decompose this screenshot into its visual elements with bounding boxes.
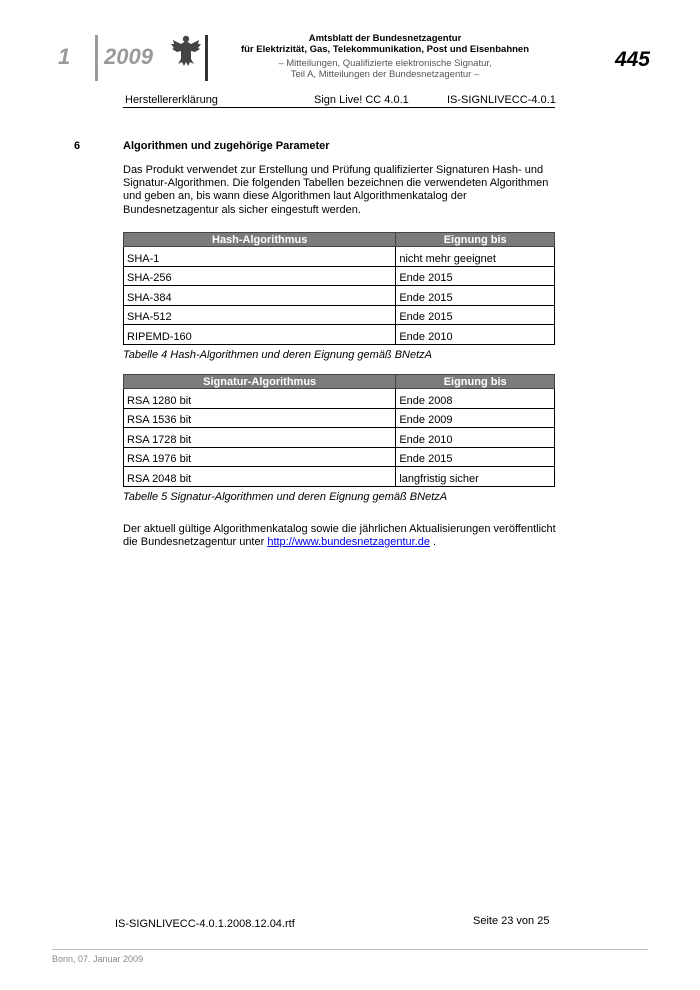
table-row bbox=[124, 389, 555, 409]
table-row bbox=[124, 447, 555, 467]
algorithm-cell: RSA 1728 bit bbox=[124, 428, 396, 448]
footer-divider bbox=[52, 949, 648, 950]
table-row bbox=[124, 467, 555, 487]
gazette-subtitle bbox=[215, 58, 555, 80]
masthead-divider bbox=[205, 35, 208, 81]
suitability-cell: Ende 2015 bbox=[396, 286, 555, 306]
algorithm-cell: RIPEMD-160 bbox=[124, 325, 396, 345]
column-header: Hash-Algorithmus bbox=[124, 233, 396, 247]
suitability-cell: Ende 2015 bbox=[396, 305, 555, 325]
page-number: 445 bbox=[614, 48, 650, 71]
bnetza-website-link[interactable]: http://www.bundesnetzagentur.de bbox=[267, 536, 430, 549]
issue-number: 1 bbox=[58, 44, 71, 69]
closing-paragraph bbox=[123, 523, 563, 549]
signature-algorithm-table bbox=[123, 374, 555, 487]
suitability-cell: langfristig sicher bbox=[396, 467, 555, 487]
algorithm-cell: RSA 1280 bit bbox=[124, 389, 396, 409]
footer-date: Bonn, 07. Januar 2009 bbox=[52, 954, 144, 964]
table-row bbox=[124, 305, 555, 325]
gazette-subtitle-line1: – Mitteilungen, Qualifizierte elektronische Signatur, bbox=[278, 58, 492, 69]
algorithm-cell: SHA-384 bbox=[124, 286, 396, 306]
algorithm-cell: RSA 1976 bit bbox=[124, 447, 396, 467]
closing-text: Der aktuell gültige Algorithmenkatalog sowie die jährlichen Aktualisierungen veröffentlicht die Bundesnetzagentur unter bbox=[123, 523, 556, 549]
table-row bbox=[124, 428, 555, 448]
table-caption: Tabelle 4 Hash-Algorithmen und deren Eignung gemäß BNetzA bbox=[123, 349, 432, 361]
column-header: Eignung bis bbox=[396, 233, 555, 247]
section-number: 6 bbox=[74, 140, 81, 152]
table-row bbox=[124, 247, 555, 267]
gazette-title-line2: für Elektrizität, Gas, Telekommunikation, Post und Eisenbahnen bbox=[240, 44, 530, 55]
suitability-cell: Ende 2015 bbox=[396, 447, 555, 467]
gazette-title bbox=[215, 33, 555, 55]
issue-divider bbox=[95, 35, 98, 81]
algorithm-cell: RSA 2048 bit bbox=[124, 467, 396, 487]
table-header-row bbox=[124, 375, 555, 389]
table-caption: Tabelle 5 Signatur-Algorithmen und deren Eignung gemäß BNetzA bbox=[123, 491, 448, 503]
running-header-middle: Sign Live! CC 4.0.1 bbox=[314, 94, 409, 106]
table-header-row bbox=[124, 233, 555, 247]
running-header-right: IS-SIGNLIVECC-4.0.1 bbox=[447, 94, 556, 106]
suitability-cell: nicht mehr geeignet bbox=[396, 247, 555, 267]
closing-text-end: . bbox=[430, 536, 437, 549]
intro-paragraph: Das Produkt verwendet zur Erstellung und Prüfung qualifizierter Signaturen Hash- und Signatur-Algorithmen. Die folgenden Tabellen bezeichnen die verwendeten Algorithmen und geben an, bis wann diese Algorithmen laut Algorithmenkatalog der Bundesnetzagentur als sicher eingestuft werden. bbox=[123, 164, 549, 216]
running-header bbox=[123, 93, 555, 108]
footer-page-count: Seite 23 von 25 bbox=[473, 915, 550, 927]
gazette-subtitle-line2: Teil A, Mitteilungen der Bundesnetzagentur – bbox=[290, 69, 480, 80]
suitability-cell: Ende 2010 bbox=[396, 325, 555, 345]
column-header: Eignung bis bbox=[396, 375, 555, 389]
issue-year: 2009 bbox=[104, 44, 153, 69]
footer-filename: IS-SIGNLIVECC-4.0.1.2008.12.04.rtf bbox=[115, 918, 295, 930]
federal-eagle-icon bbox=[170, 32, 202, 72]
hash-algorithm-table bbox=[123, 232, 555, 345]
running-header-left: Herstellererklärung bbox=[125, 94, 218, 106]
suitability-cell: Ende 2008 bbox=[396, 389, 555, 409]
column-header: Signatur-Algorithmus bbox=[124, 375, 396, 389]
table-row bbox=[124, 266, 555, 286]
algorithm-cell: RSA 1536 bit bbox=[124, 408, 396, 428]
gazette-title-line1: Amtsblatt der Bundesnetzagentur bbox=[308, 33, 462, 44]
section-title: Algorithmen und zugehörige Parameter bbox=[123, 140, 330, 152]
suitability-cell: Ende 2010 bbox=[396, 428, 555, 448]
suitability-cell: Ende 2009 bbox=[396, 408, 555, 428]
algorithm-cell: SHA-512 bbox=[124, 305, 396, 325]
suitability-cell: Ende 2015 bbox=[396, 266, 555, 286]
table-row bbox=[124, 286, 555, 306]
table-row bbox=[124, 325, 555, 345]
algorithm-cell: SHA-1 bbox=[124, 247, 396, 267]
algorithm-cell: SHA-256 bbox=[124, 266, 396, 286]
table-row bbox=[124, 408, 555, 428]
